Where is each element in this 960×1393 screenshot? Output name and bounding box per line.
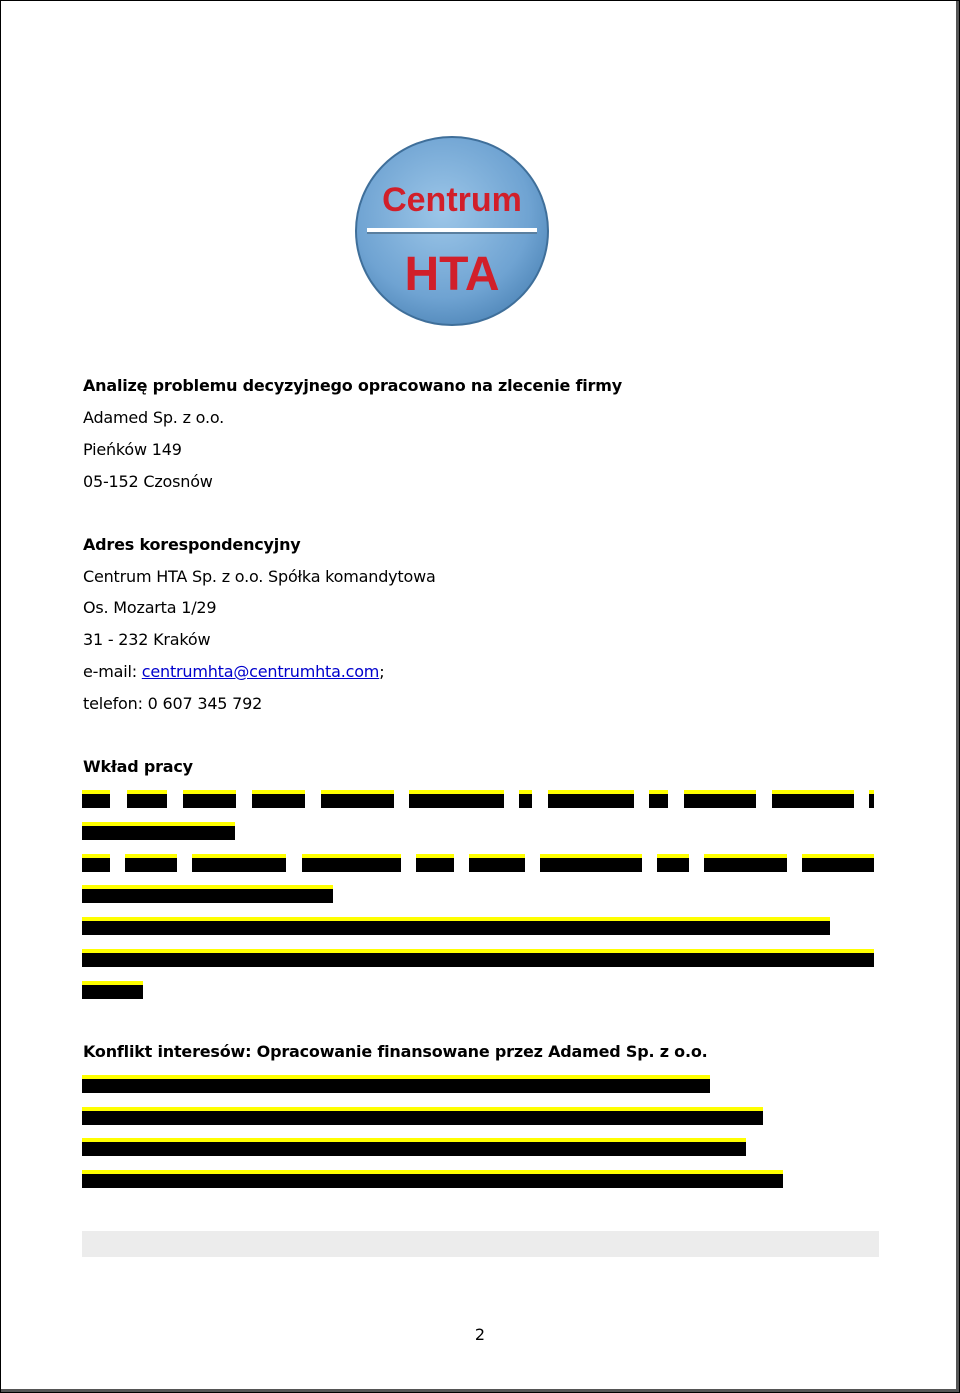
redaction: [252, 794, 305, 808]
correspondence-name: Centrum HTA Sp. z o.o. Spółka komandytowa: [83, 567, 436, 586]
redaction: [82, 985, 143, 999]
redaction: [183, 794, 236, 808]
client-name: Adamed Sp. z o.o.: [83, 408, 225, 427]
conflict-heading: Konflikt interesów: Opracowanie finansowane przez Adamed Sp. z o.o.: [83, 1042, 708, 1061]
correspondence-phone: telefon: 0 607 345 792: [83, 694, 263, 713]
email-link[interactable]: centrumhta@centrumhta.com: [141, 662, 380, 681]
redaction: [548, 794, 634, 808]
client-heading: Analizę problemu decyzyjnego opracowano na zlecenie firmy: [83, 376, 622, 395]
correspondence-heading: Adres korespondencyjny: [83, 535, 301, 554]
redaction: [82, 921, 830, 935]
redaction: [82, 1174, 783, 1188]
redaction: [416, 858, 454, 872]
redaction: [82, 1079, 710, 1093]
centrum-hta-logo: [353, 134, 551, 328]
footer-bar: [82, 1231, 879, 1257]
correspondence-city: 31 - 232 Kraków: [83, 630, 211, 649]
redaction: [802, 858, 874, 872]
redaction: [321, 794, 394, 808]
redaction: [82, 889, 333, 903]
page-number: 2: [474, 1325, 486, 1344]
redaction: [302, 858, 401, 872]
redaction: [125, 858, 177, 872]
redaction: [82, 794, 110, 808]
redaction: [409, 794, 504, 808]
work-heading: Wkład pracy: [83, 757, 193, 776]
redaction: [649, 794, 668, 808]
redaction: [82, 826, 235, 840]
redaction: [469, 858, 525, 872]
redaction: [869, 794, 874, 808]
client-city: 05-152 Czosnów: [83, 472, 213, 491]
redaction: [704, 858, 787, 872]
email-label: e-mail:: [83, 662, 142, 681]
email-suffix: ;: [379, 662, 385, 681]
redaction: [82, 1142, 746, 1156]
correspondence-street: Os. Mozarta 1/29: [83, 598, 217, 617]
logo-line2: HTA: [404, 248, 500, 301]
redaction: [684, 794, 756, 808]
redaction: [82, 1111, 763, 1125]
redaction: [772, 794, 854, 808]
redaction: [127, 794, 167, 808]
redaction: [192, 858, 286, 872]
redaction: [82, 858, 110, 872]
redaction: [519, 794, 532, 808]
client-street: Pieńków 149: [83, 440, 182, 459]
logo-line1: Centrum: [382, 181, 522, 219]
redaction: [657, 858, 689, 872]
redaction: [540, 858, 642, 872]
redaction: [82, 953, 874, 967]
correspondence-email-line: [83, 662, 384, 682]
